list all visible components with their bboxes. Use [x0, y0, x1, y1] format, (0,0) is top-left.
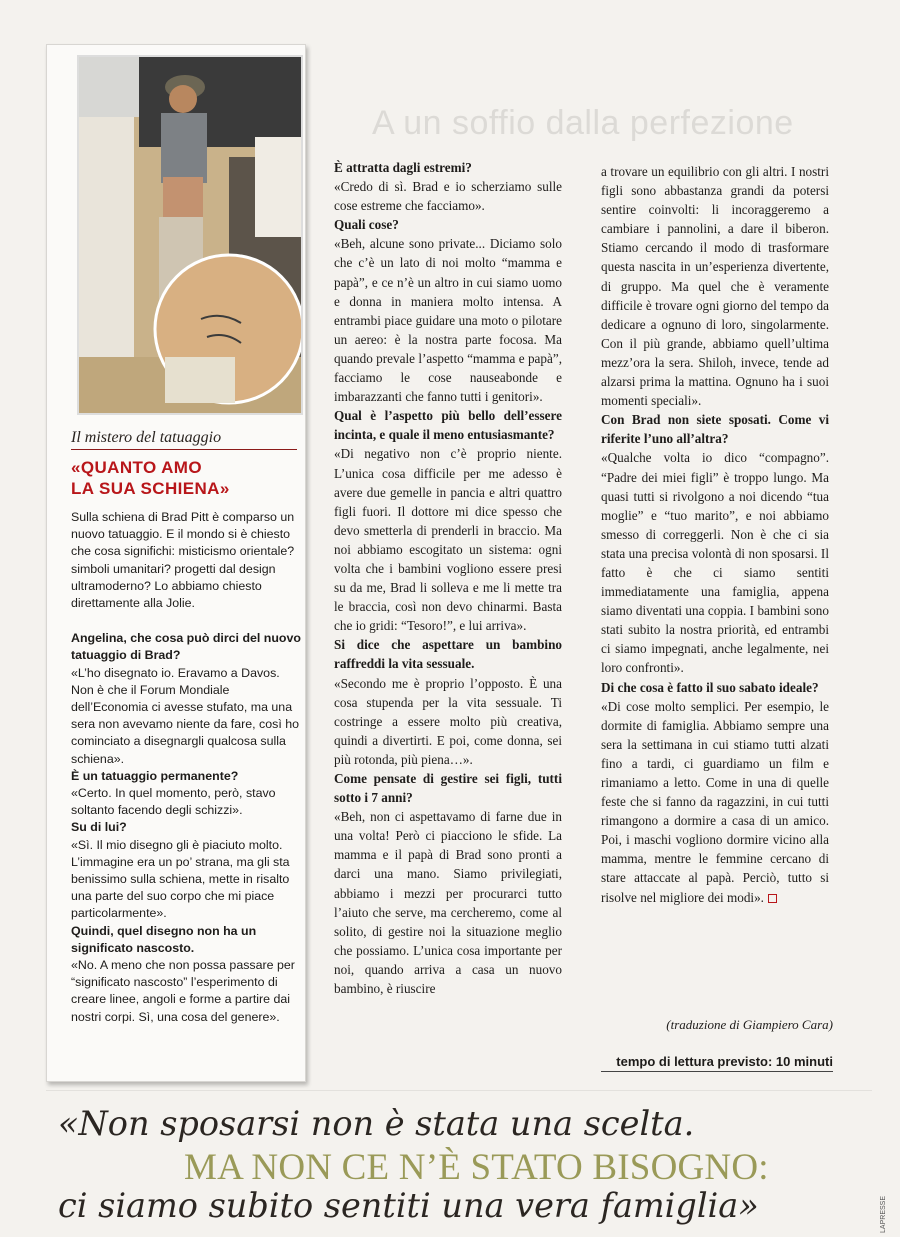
- article-column-1: [334, 158, 562, 998]
- sidebar-headline: [71, 457, 297, 499]
- final-answer-text: «Di cose molto semplici. Per esempio, le dormite di famiglia. Abbiamo sempre una sera la settimana in cui stiamo tutti alzati fino a tardi, ci guardiamo un film e rimaniamo a letto. Come in una di quelle feste che si fanno da ragazzini, in cui tutti rimangono a dormire a casa di un amico. Poi, i maschi vogliono dormire vicino alla mamma, mentre le femmine cercano di stare attaccate al papà. Perciò, tutto si risolve nel migliore dei modi».: [601, 698, 829, 905]
- sidebar-headline-line: LA SUA SCHIENA»: [71, 479, 230, 498]
- tattoo-sidebar-box: [46, 44, 306, 1082]
- sidebar-answer: «Sì. Il mio disegno gli è piaciuto molto. L’immagine era un po’ strana, ma gli sta benissimo sulla schiena, mette in risalto una parte del suo corpo che mi piace particolarmente».: [71, 837, 290, 921]
- photo-illustration: [79, 57, 301, 413]
- interview-answer: «Di negativo non c’è proprio niente. L’unica cosa difficile per me adesso è avere due gemelle in pancia e altri quattro figli fuori. Il dottore mi dice spesso che devo smetterla di prenderli in braccio. Ma noi abbiamo escogitato un sistema: ogni volta che i bambini vogliono essere presi su da me, Brad li solleva e me li mette tra le braccia, così non devo chinarmi. Basta che io gridi: “Tesoro!”, e lui arriva».: [334, 446, 562, 634]
- sidebar-intro: Sulla schiena di Brad Pitt è comparso un nuovo tatuaggio. E il mondo si è chiesto che cosa significhi: misticismo orientale? simboli umanitari? progetti dal design ultramoderno? Lo abbiamo chiesto direttamente alla Jolie.: [71, 510, 295, 611]
- interview-question: Di che cosa è fatto il suo sabato ideale?: [601, 679, 819, 695]
- interview-answer: «Beh, alcune sono private... Diciamo solo che c’è un lato di noi molto “mamma e papà”, e ce n’è un altro in cui siamo uomo e donna in maniera molto intensa. A entrambi piace guidare una moto o pilotare un aereo: è la nostra parte focosa. Ma quando prevale l’aspetto “mamma e papà”, facciamo le cose nauseabonde e imbarazzanti che fanno tutti i genitori».: [334, 236, 562, 405]
- translator-credit: (traduzione di Giampiero Cara): [666, 1017, 833, 1032]
- paparazzi-photo: [77, 55, 303, 415]
- photo-credit: LAPRESSE: [880, 1196, 887, 1233]
- background-ghost-title: A un soffio dalla perfezione: [372, 104, 794, 142]
- sidebar-answer: «L’ho disegnato io. Eravamo a Davos. Non è che il Forum Mondiale dell’Economia ci avesse stufato, ma una sera non avevamo niente da fare, così ho cominciato a disegnargli qualcosa sulla schiena».: [71, 665, 299, 766]
- sidebar-question: Angelina, che cosa può dirci del nuovo tatuaggio di Brad?: [71, 631, 301, 663]
- interview-question: Quali cose?: [334, 217, 399, 233]
- interview-answer: «Qualche volta io dico “compagno”. “Padre dei miei figli” è troppo lungo. Ma quasi tutti si rivolgono a noi dicendo “tua moglie” e “tuo marito”, e noi abbiamo smesso di correggerli. Non è che ci sia stata una precisa volontà di non sposarsi. Il fatto è che ci siamo sentiti immediatamente una famiglia, appena siamo diventati una coppia. I bambini sono stati subito la nostra priorità, ed entrambi ci siamo impegnati, anche legalmente, nei loro confronti».: [601, 450, 829, 676]
- pull-quote-line-3: ci siamo subito sentiti una vera famiglia»: [58, 1186, 759, 1225]
- sidebar-headline-line: «QUANTO AMO: [71, 458, 202, 477]
- pull-quote-line-2: MA NON CE N’È STATO BISOGNO:: [184, 1147, 769, 1188]
- interview-question: Con Brad non siete sposati. Come vi riferite l’uno all’altra?: [601, 412, 829, 447]
- interview-answer: [601, 697, 829, 907]
- reading-time: tempo di lettura previsto: 10 minuti: [601, 1054, 833, 1072]
- sidebar-question: È un tatuaggio permanente?: [71, 768, 239, 783]
- pull-quote-line-1: «Non sposarsi non è stata una scelta.: [58, 1104, 695, 1143]
- divider: [46, 1090, 872, 1091]
- sidebar-answer: «Certo. In quel momento, però, stavo soltanto facendo degli schizzi».: [71, 786, 276, 818]
- sidebar-question: Su di lui?: [71, 820, 127, 835]
- interview-answer: «Credo di sì. Brad e io scherziamo sulle cose estreme che facciamo».: [334, 179, 562, 214]
- interview-answer: «Beh, non ci aspettavamo di farne due in una volta! Però ci piacciono le sfide. La mamma e il papà di Brad sono pronti a darci una mano. Siamo privilegiati, abbiamo i mezzi per procurarci tutto l’aiuto che serve, ma cercheremo, come al solito, di gestire noi la situazione meglio che possiamo. L’unica cosa importante per noi, quando arriva a casa un nuovo bambino, è riuscire: [334, 809, 562, 997]
- end-of-article-icon: [768, 894, 777, 903]
- sidebar-answer: «No. A meno che non possa passare per “significato nascosto” l’esperimento di creare linee, angoli e forme a partire dai nostri corpi. Sì, una cosa del genere».: [71, 958, 295, 1024]
- interview-question: Come pensate di gestire sei figli, tutti sotto i 7 anni?: [334, 771, 562, 806]
- interview-answer: a trovare un equilibrio con gli altri. I nostri figli sono abbastanza grandi da potersi sentire coinvolti: li incoraggeremo a cambiare i pannolini, a dare il biberon. Stiamo cercando il modo di trasformare questa nascita in un’esperienza divertente, di gruppo. Ma quel che è veramente difficile è trovare ogni giorno del tempo da dedicare a ognuno di loro, singolarmente. Con il più grande, abbiamo quell’ultima mezz’ora la sera. Shiloh, invece, tende ad alzarsi prima la mattina. Ognuno ha i suoi momenti speciali».: [601, 164, 829, 409]
- interview-question: Si dice che aspettare un bambino raffreddi la vita sessuale.: [334, 637, 562, 672]
- interview-question: È attratta dagli estremi?: [334, 160, 472, 175]
- interview-question: Qual è l’aspetto più bello dell’essere incinta, e quale il meno entusiasmante?: [334, 408, 562, 443]
- sidebar-question: Quindi, quel disegno non ha un significato nascosto.: [71, 923, 257, 955]
- sidebar-body: [71, 509, 301, 1026]
- article-column-2: [601, 162, 829, 907]
- interview-answer: «Secondo me è proprio l’opposto. È una cosa stupenda per la vita sessuale. Ti costringe a essere molto più creativa, quindi a divertirti. E poi, come donna, sei più rotonda, più piena…».: [334, 675, 562, 767]
- sidebar-kicker: Il mistero del tatuaggio: [71, 429, 297, 450]
